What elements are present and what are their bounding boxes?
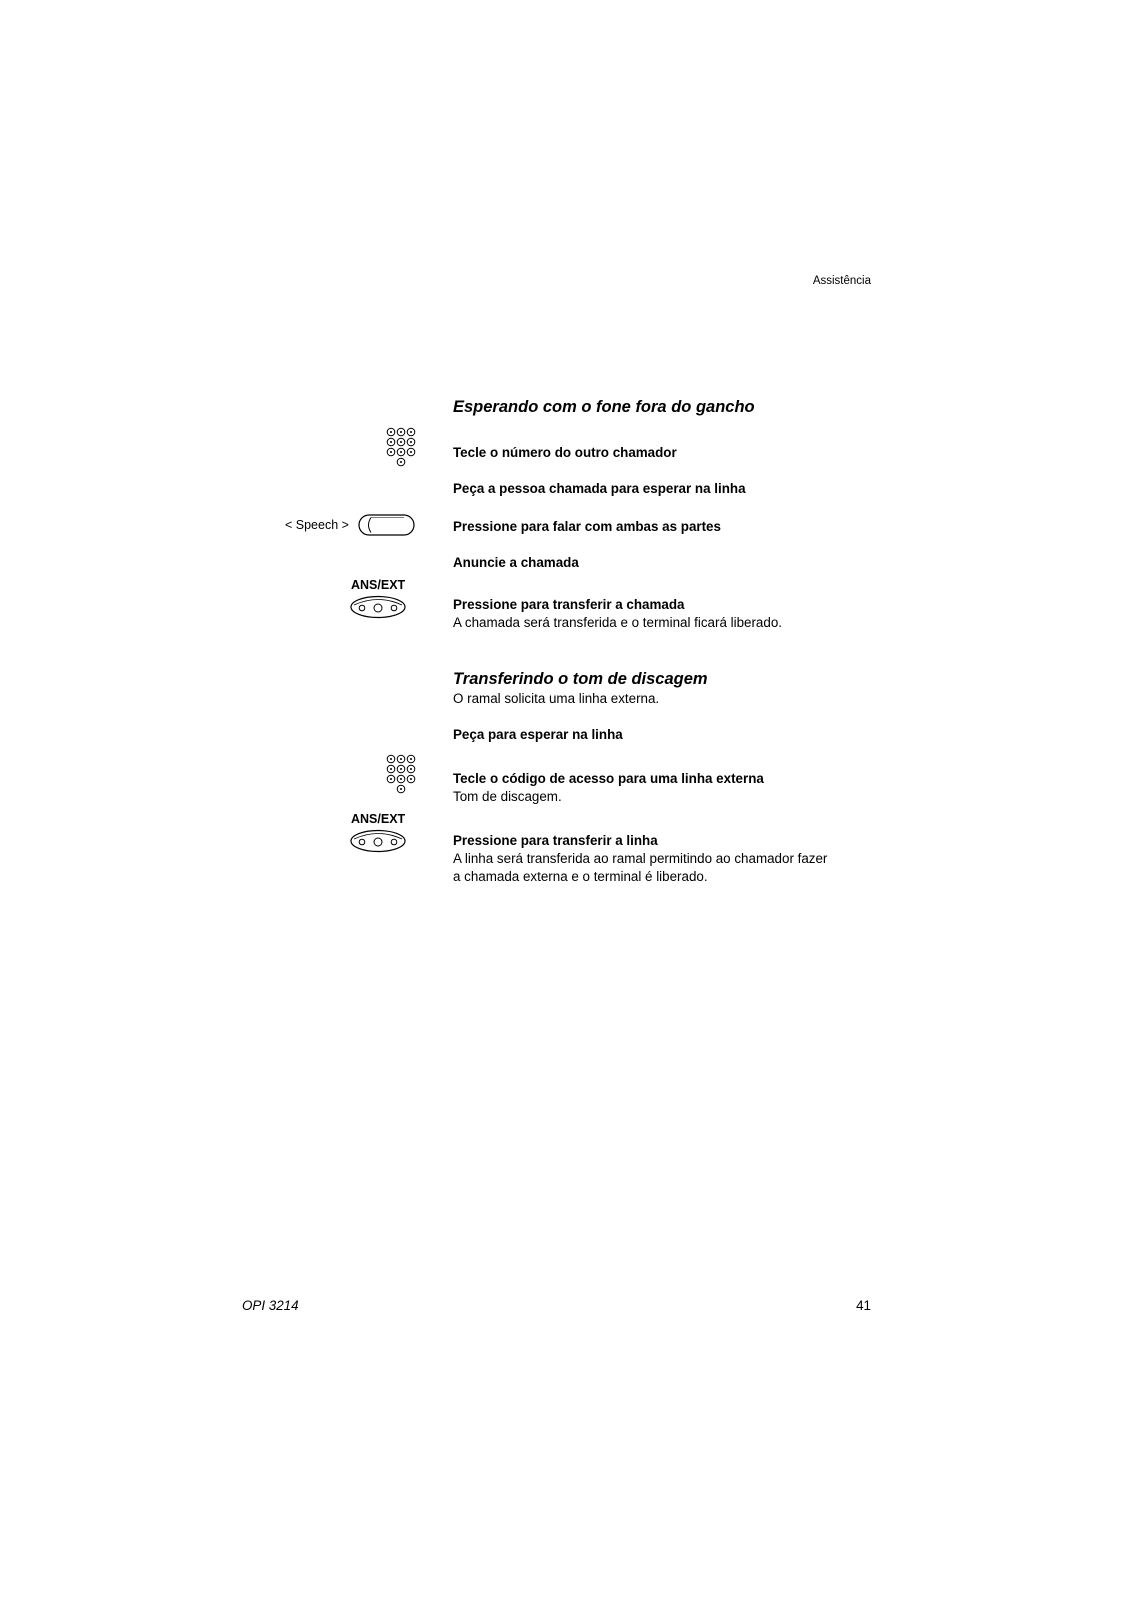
step-announce: Anuncie a chamada — [453, 555, 579, 570]
step-transfer-call: Pressione para transferir a chamada — [453, 597, 685, 612]
step-dial-access-code: Tecle o código de acesso para uma linha externa — [453, 771, 764, 786]
speech-label: < Speech > — [285, 518, 349, 532]
step-transfer-line: Pressione para transferir a linha — [453, 833, 658, 848]
step-dial-access-code-note: Tom de discagem. — [453, 789, 562, 804]
step-transfer-line-note-2: a chamada externa e o terminal é liberado. — [453, 869, 708, 884]
section-title: Esperando com o fone fora do gancho — [453, 398, 755, 416]
step-ask-wait: Peça a pessoa chamada para esperar na linha — [453, 481, 746, 496]
step-transfer-call-note: A chamada será transferida e o terminal ficará liberado. — [453, 615, 782, 630]
running-header: Assistência — [812, 275, 871, 287]
keypad-icon — [386, 427, 416, 469]
page-number: 41 — [856, 1298, 871, 1313]
section-title: Transferindo o tom de discagem — [453, 670, 708, 688]
ans-ext-label: ANS/EXT — [351, 578, 406, 592]
ans-ext-key-icon[interactable] — [350, 829, 408, 853]
ans-ext-label: ANS/EXT — [351, 812, 406, 826]
step-speak-both: Pressione para falar com ambas as partes — [453, 519, 721, 534]
speech-key-icon[interactable] — [358, 513, 416, 537]
step-transfer-line-note-1: A linha será transferida ao ramal permitindo ao chamador fazer — [453, 851, 828, 866]
step-dial-number: Tecle o número do outro chamador — [453, 445, 677, 460]
ans-ext-key-icon[interactable] — [350, 595, 408, 619]
keypad-icon — [386, 754, 416, 796]
footer-model: OPI 3214 — [242, 1298, 299, 1313]
section-intro: O ramal solicita uma linha externa. — [453, 691, 660, 706]
step-ask-wait: Peça para esperar na linha — [453, 727, 623, 742]
